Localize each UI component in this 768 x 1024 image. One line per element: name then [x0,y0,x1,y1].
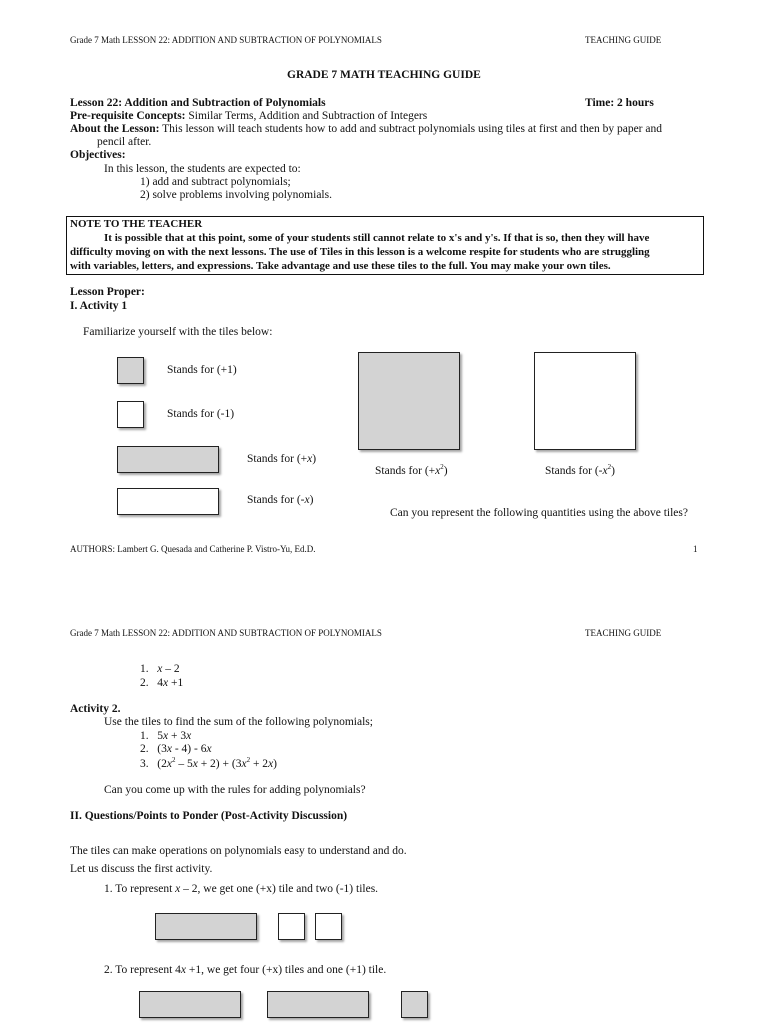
tile-label-var: x [304,494,310,506]
tile-plus-one-label: Stands for (+1) [167,364,237,376]
section2-heading: II. Questions/Points to Ponder (Post-Activity Discussion) [70,810,348,822]
tile-minus-one [117,401,144,428]
note-line: difficulty moving on with the next lessons. The use of Tiles in this lesson is a welcome respite for students who are struggling [70,246,650,258]
about-line [70,123,662,135]
tile-label-prefix: Stands for (+ [375,464,436,477]
footer-authors: AUTHORS: Lambert G. Quesada and Catherine P. Vistro-Yu, Ed.D. [70,544,316,554]
tile-plus-x [117,446,219,473]
tile-label-close: ) [312,453,317,465]
objective-item: 2) solve problems involving polynomials. [140,189,332,201]
tile-label-exp: 2 [440,463,444,471]
page-header-right: TEACHING GUIDE [585,35,662,45]
tile-plus-x [139,991,241,1018]
about-label: About the Lesson: [70,123,160,135]
activity1-label: I. Activity 1 [70,300,128,312]
tile-plus-x [267,991,369,1018]
objectives-intro: In this lesson, the students are expected to: [104,163,301,175]
note-line: with variables, letters, and expressions. Take advantage and use these tiles to the full. You may make your own tiles. [70,260,611,272]
tile-label-exp: 2 [607,463,612,471]
quantity-item-1: 1. x – 2 [140,663,180,675]
represent-item-1: 1. To represent x – 2, we get one (+x) tile and two (-1) tiles. [104,883,379,895]
tile-label-prefix: Stands for (+ [247,453,308,465]
tile-plus-x-label [247,453,316,465]
tile-plus-one [401,991,428,1018]
activity2-intro: Use the tiles to find the sum of the following polynomials; [104,716,373,728]
lesson-proper-label: Lesson Proper: [70,286,145,298]
lesson-time: Time: 2 hours [585,97,654,109]
represent-pre: 2. To represent [104,964,173,976]
objective-item: 1) add and subtract polynomials; [140,176,291,188]
prereq-label: Pre-requisite Concepts: [70,110,186,122]
represent-post: , we get four (+x) tiles and one (+1) tile. [201,964,387,976]
list-number: 1. [140,663,149,675]
list-number: 3. [140,757,149,770]
page-header-left: Grade 7 Math LESSON 22: ADDITION AND SUBTRACTION OF POLYNOMIALS [70,628,382,638]
polynomial-item-1: 1. 5x + 3x [140,730,192,742]
tile-label-prefix: Stands for (- [545,464,603,477]
list-number: 2. [140,743,149,755]
page-header-left: Grade 7 Math LESSON 22: ADDITION AND SUBTRACTION OF POLYNOMIALS [70,35,382,45]
prereq-line [70,110,427,122]
page-title: GRADE 7 MATH TEACHING GUIDE [287,69,481,81]
about-cont: pencil after. [97,136,152,148]
familiarize-text: Familiarize yourself with the tiles below: [83,326,273,338]
tile-minus-one-label: Stands for (-1) [167,408,235,420]
tile-label-var: x [307,453,313,465]
tile-minus-one [315,913,342,940]
note-title: NOTE TO THE TEACHER [70,218,203,230]
page-number: 1 [693,544,698,554]
activity2-label: Activity 2. [70,703,121,715]
tile-label-close: ) [309,494,314,506]
tile-minus-x-label [247,494,313,506]
represent-post: , we get one (+x) tile and two (-1) tiles. [197,883,379,895]
tile-plus-x-squared-label [375,463,448,477]
about-value: This lesson will teach students how to add and subtract polynomials using tiles at first and then by paper and [162,123,662,135]
tile-minus-x-squared-label [545,463,615,477]
discuss-text: Let us discuss the first activity. [70,863,213,875]
lesson-label: Lesson 22: Addition and Subtraction of Polynomials [70,97,326,109]
tile-minus-x [117,488,219,515]
note-to-teacher-box [66,216,704,275]
page-header-right: TEACHING GUIDE [585,628,662,638]
tile-label-var: x [602,464,608,477]
represent-item-2: 2. To represent 4x +1, we get four (+x) tiles and one (+1) tile. [104,964,387,976]
prereq-value: Similar Terms, Addition and Subtraction of Integers [188,110,428,122]
list-number: 2. [140,677,149,689]
polynomial-item-3: 3. $(2x^2 - 5x + 2) + (3x^2 + 2x)$ [140,756,278,770]
tile-label-var: x [435,464,441,477]
list-number: 1. [140,730,149,742]
rules-question: Can you come up with the rules for adding polynomials? [104,784,366,796]
note-line: It is possible that at this point, some of your students still cannot relate to x's and y's. If that is so, then they will have [104,232,650,244]
tile-plus-x-squared [358,352,460,450]
polynomial-item-2: 2. (3x - 4) - 6x [140,743,212,755]
tile-plus-x [155,913,257,940]
represent-question: Can you represent the following quantities using the above tiles? [390,507,688,519]
tile-label-prefix: Stands for (- [247,494,305,506]
tile-plus-one [117,357,144,384]
tile-label-close: ) [443,464,448,477]
tile-minus-x-squared [534,352,636,450]
tiles-easy-text: The tiles can make operations on polynomials easy to understand and do. [70,845,407,857]
objectives-label: Objectives: [70,149,126,161]
tile-minus-one [278,913,305,940]
quantity-item-2: 2. 4x +1 [140,677,184,689]
tile-label-close: ) [611,464,615,477]
represent-pre: 1. To represent [104,883,173,895]
